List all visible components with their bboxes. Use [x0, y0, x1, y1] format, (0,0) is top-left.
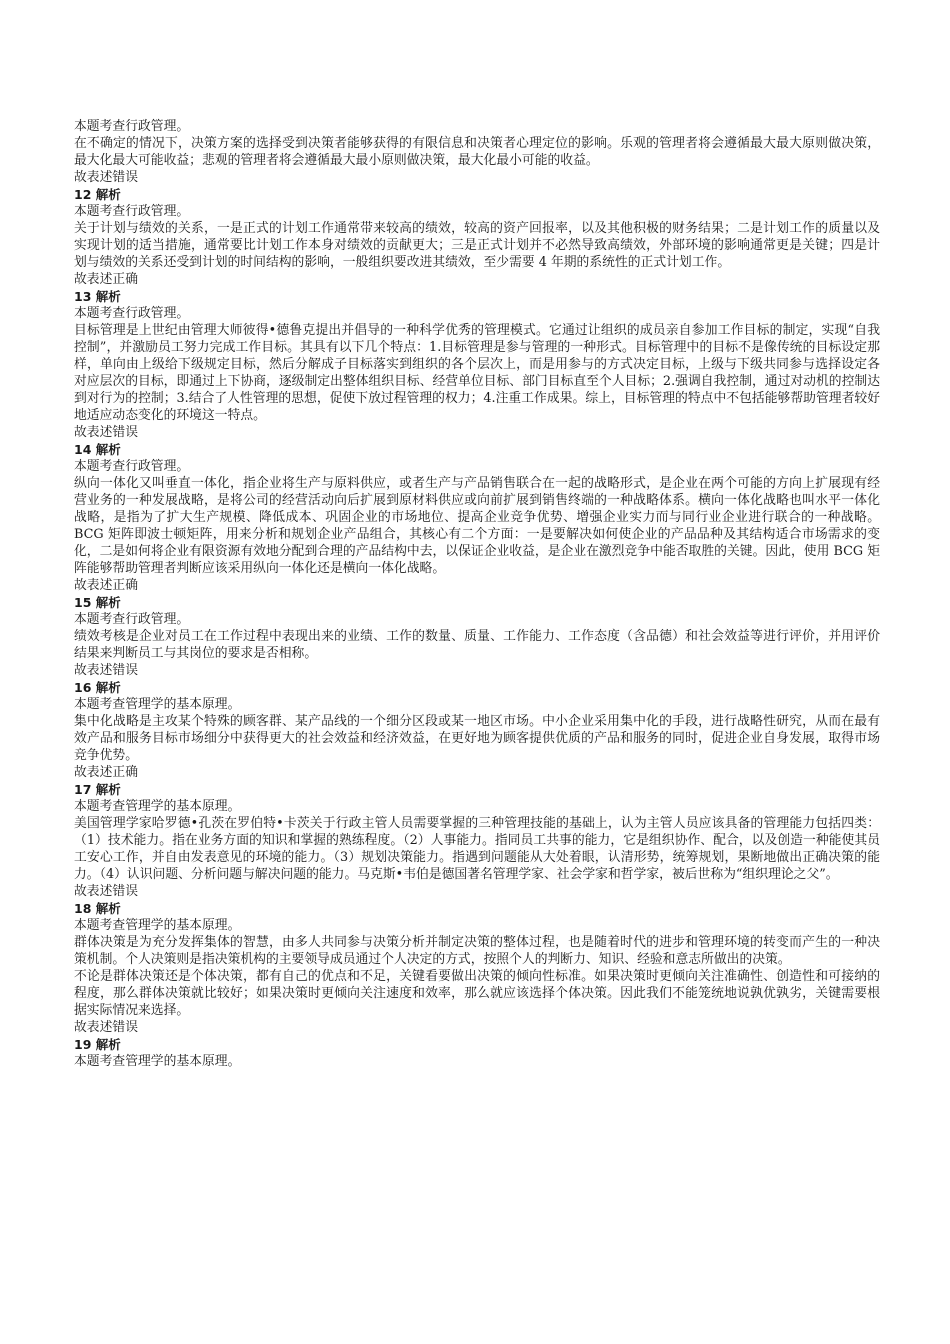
question-19: [74, 1036, 880, 1070]
question-17: [74, 781, 880, 900]
question-paragraph: 群体决策是为充分发挥集体的智慧，由多人共同参与决策分析并制定决策的整体过程，也是随着时代的进步和管理环境的转变而产生的一种决策机制。个人决策则是指决策机构的主要领导成员通过个人决定的方式，按照个人的判断力、知识、经验和意志所做出的决策。: [74, 935, 880, 967]
question-verdict: 故表述错误: [74, 884, 138, 899]
question-heading: 15 解析: [74, 595, 121, 610]
question-heading: 14 解析: [74, 442, 121, 457]
question-verdict: 故表述正确: [74, 578, 138, 593]
question-heading: 12 解析: [74, 187, 121, 202]
question-paragraph: 绩效考核是企业对员工在工作过程中表现出来的业绩、工作的数量、质量、工作能力、工作态度（含品德）和社会效益等进行评价，并用评价结果来判断员工与其岗位的要求是否相称。: [74, 629, 880, 661]
intro-verdict: 故表述错误: [74, 170, 138, 185]
question-paragraph: 美国管理学家哈罗德•孔茨在罗伯特•卡茨关于行政主管人员需要掌握的三种管理技能的基础上，认为主管人员应该具备的管理能力包括四类：（1）技术能力。指在业务方面的知识和掌握的熟练程度。（2）人事能力。指同员工共事的能力，它是组织协作、配合，以及创造一种能使其员工安心工作，并自由发表意见的环境的能力。（3）规划决策能力。指遇到问题能从大处着眼，认清形势，统筹规划，果断地做出正确决策的能力。（4）认识问题、分析问题与解决问题的能力。马克斯•韦伯是德国著名管理学家、社会学家和哲学家，被后世称为“组织理论之父”。: [74, 816, 880, 882]
question-18: [74, 900, 880, 1036]
question-12: [74, 186, 880, 288]
question-paragraph: 目标管理是上世纪由管理大师彼得•德鲁克提出并倡导的一种科学优秀的管理模式。它通过让组织的成员亲自参加工作目标的制定，实现“自我控制”，并激励员工努力完成工作目标。其具有以下几个特点：1.目标管理是参与管理的一种形式。目标管理中的目标不是像传统的目标设定那样，单向由上级给下级规定目标，然后分解成子目标落实到组织的各个层次上，而是用参与的方式决定目标，上级与下级共同参与选择设定各对应层次的目标，即通过上下协商，逐级制定出整体组织目标、经营单位目标、部门目标直至个人目标；2.强调自我控制，通过对动机的控制达到对行为的控制；3.结合了人性管理的思想，促使下放过程管理的权力；4.注重工作成果。综上，目标管理的特点中不包括能够帮助管理者较好地适应动态变化的环境这一特点。: [74, 323, 880, 423]
question-heading: 16 解析: [74, 680, 121, 695]
document-page: [74, 118, 880, 1070]
question-scope: 本题考查行政管理。: [74, 612, 190, 627]
question-paragraph: 集中化战略是主攻某个特殊的顾客群、某产品线的一个细分区段或某一地区市场。中小企业采用集中化的手段，进行战略性研究，从而在最有效产品和服务目标市场细分中获得更大的社会效益和经济效益，在更好地为顾客提供优质的产品和服务的同时，促进企业自身发展，取得市场竞争优势。: [74, 714, 880, 763]
question-scope: 本题考查管理学的基本原理。: [74, 799, 241, 814]
question-15: [74, 594, 880, 679]
question-paragraph: 关于计划与绩效的关系，一是正式的计划工作通常带来较高的绩效，较高的资产回报率，以及其他积极的财务结果；二是计划工作的质量以及实现计划的适当措施，通常要比计划工作本身对绩效的贡献更大；三是正式计划并不必然导致高绩效，外部环境的影响通常更是关键；四是计划与绩效的关系还受到计划的时间结构的影响，一般组织要改进其绩效，至少需要 4 年期的系统性的正式计划工作。: [74, 221, 880, 270]
question-scope: 本题考查行政管理。: [74, 204, 190, 219]
question-verdict: 故表述错误: [74, 1020, 138, 1035]
question-scope: 本题考查管理学的基本原理。: [74, 1054, 241, 1069]
question-16: [74, 679, 880, 781]
question-paragraph: 纵向一体化又叫垂直一体化，指企业将生产与原料供应，或者生产与产品销售联合在一起的战略形式，是企业在两个可能的方向上扩展现有经营业务的一种发展战略，是将公司的经营活动向后扩展到原材料供应或向前扩展到销售终端的一种战略体系。横向一体化战略也叫水平一体化战略，是指为了扩大生产规模、降低成本、巩固企业的市场地位、提高企业竞争优势、增强企业实力而与同行业企业进行联合的一种战略。BCG 矩阵即波士顿矩阵，用来分析和规划企业产品组合，其核心有二个方面：一是要解决如何使企业的产品品种及其结构适合市场需求的变化，二是如何将企业有限资源有效地分配到合理的产品结构中去，以保证企业收益，是企业在激烈竞争中能否取胜的关键。因此，使用 BCG 矩阵能够帮助管理者判断应该采用纵向一体化还是横向一体化战略。: [74, 476, 880, 576]
question-verdict: 故表述错误: [74, 425, 138, 440]
question-heading: 17 解析: [74, 782, 121, 797]
intro-block: [74, 118, 880, 186]
question-heading: 18 解析: [74, 901, 121, 916]
question-heading: 19 解析: [74, 1037, 121, 1052]
question-verdict: 故表述正确: [74, 765, 138, 780]
question-14: [74, 441, 880, 594]
question-verdict: 故表述错误: [74, 663, 138, 678]
question-13: [74, 288, 880, 441]
question-scope: 本题考查管理学的基本原理。: [74, 697, 241, 712]
intro-paragraph: 在不确定的情况下，决策方案的选择受到决策者能够获得的有限信息和决策者心理定位的影响。乐观的管理者将会遵循最大最大原则做决策，最大化最大可能收益；悲观的管理者将会遵循最大最小原则做决策，最大化最小可能的收益。: [74, 136, 880, 168]
intro-scope: 本题考查行政管理。: [74, 119, 190, 134]
question-scope: 本题考查管理学的基本原理。: [74, 918, 241, 933]
question-scope: 本题考查行政管理。: [74, 306, 190, 321]
question-paragraph: 不论是群体决策还是个体决策，都有自己的优点和不足，关键看要做出决策的倾向性标准。如果决策时更倾向关注准确性、创造性和可接纳的程度，那么群体决策就比较好；如果决策时更倾向关注速度和效率，那么就应该选择个体决策。因此我们不能笼统地说孰优孰劣，关键需要根据实际情况来选择。: [74, 969, 880, 1018]
question-scope: 本题考查行政管理。: [74, 459, 190, 474]
question-verdict: 故表述正确: [74, 272, 138, 287]
question-heading: 13 解析: [74, 289, 121, 304]
